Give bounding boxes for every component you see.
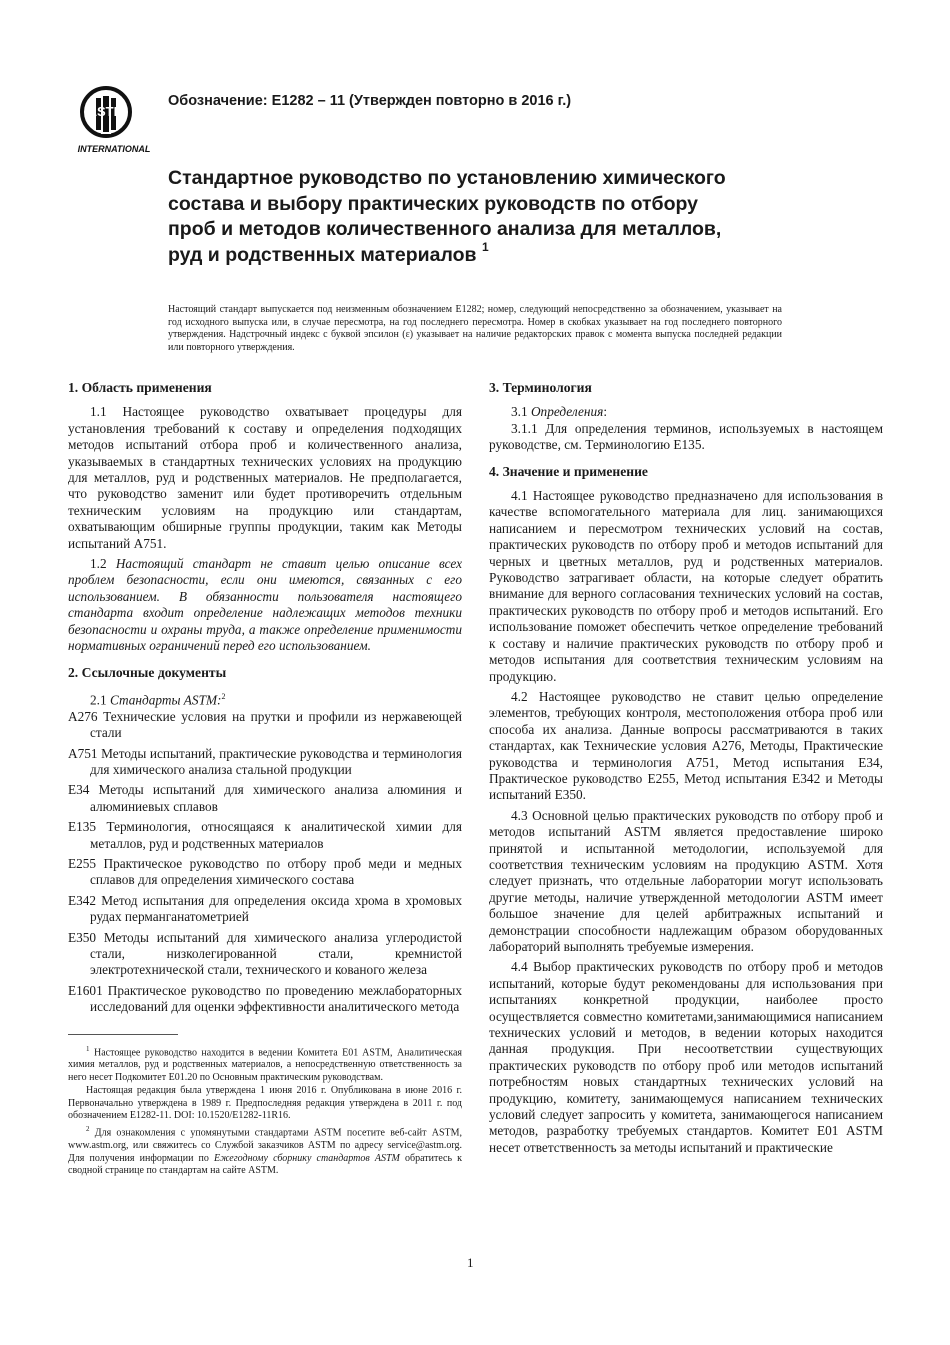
footnote-mark: 2 bbox=[221, 691, 226, 701]
reference-item: E34 Методы испытаний для химического анализа алюминия и алюминиевых сплавов bbox=[68, 782, 462, 814]
footnote-text: Для ознакомления с упомянутыми стандартами ASTM посетите веб-сайт ASTM, www.astm.org, или свяжитесь со Службой заказчиков ASTM по адресу service@astm.org. Для получения информации по bbox=[68, 1127, 463, 1164]
paragraph-4-4: 4.4 Выбор практических руководств по отбору проб и методов испытаний, которые будут рекомендованы для использования при испытаниях конкретной продукции, наиболее просто осуществляется совместно комитетами,занимающимися написанием технических условий и методов, в ведении которых находится данная продукция. При несоответствии существующих практических руководств по отбору проб или методов испытаний потребностям новых стандартных технических условий на продукцию, комитету, занимающемуся написанием технических условий следует запросить у комитета, занимающегося написанием методов, разработку требуемых стандартов. Комитет E01 ASTM несет ответственность за методы испытаний и практические bbox=[489, 959, 883, 1155]
paragraph-number: 1.2 bbox=[90, 556, 107, 572]
paragraph-1-1: 1.1 Настоящее руководство охватывает процедуры для установления требований к составу и определения подходящих методов испытаний отбора проб и количественного анализа, указываемых в стандартных технических условиях на продукцию для металлов, руд и родственных материалов. Не предполагается, что руководство заменит или будет противоречить отдельным техническим условиям на продукцию или стандартам, охватывающим обширные группы продукции, таким как Методы испытаний A751. bbox=[68, 404, 462, 551]
reference-item: E255 Практическое руководство по отбору проб меди и медных сплавов для определения химического состава bbox=[68, 855, 462, 888]
document-title bbox=[168, 166, 728, 268]
section-heading-references: 2. Ссылочные документы bbox=[68, 664, 227, 680]
reference-item: E350 Методы испытаний для химического анализа углеродистой стали, низколегированной стали, кремнистой электротехнической стали, технического и кованого железа bbox=[68, 929, 462, 978]
footnotes bbox=[68, 1043, 462, 1178]
title-text: Стандартное руководство по установлению химического состава и выбору практических руководств по отбору проб и методов количественного анализа для металлов, руд и родственных материалов bbox=[168, 167, 726, 266]
title-footnote-mark: 1 bbox=[481, 240, 489, 254]
reference-item: A751 Методы испытаний, практические руководства и терминология для химического анализа стальной продукции bbox=[68, 745, 462, 777]
reference-item: E1601 Практическое руководство по проведению межлабораторных исследований для оценки эффективности аналитического метода bbox=[68, 982, 462, 1015]
safety-statement: Настоящий стандарт не ставит целью описание всех проблем безопасности, если они имеются, связанных с его использованием. В обязанности пользователя настоящего стандарта входит определение надлежащих методов техники безопасности и охраны труда, а также определение применимости нормативных ограничений перед его использованием. bbox=[68, 556, 462, 654]
footnote-2 bbox=[68, 1123, 462, 1177]
paragraph-4-2: 4.2 Настоящее руководство не ставит целью определение элементов, требующих контроля, местоположения отбора проб или способа их анализа. Данные вопросы рассматриваются в таких стандартах, как Технические условия A276, Методы, Практические руководства и терминология A751, Метод испытания E34, Практическое руководство E255, Метод испытания E342 и Методы испытаний E350. bbox=[489, 688, 883, 803]
paragraph-2-1 bbox=[68, 689, 462, 709]
footnote-1-approval: Настоящая редакция была утверждена 1 июня 2016 г. Опубликована в июне 2016 г. Первоначально утверждена в 1989 г. Предпоследняя редакция утверждена в 2011 г. под обозначением E1282-11. DOI: 10.1520/E1282-11R16. bbox=[68, 1085, 462, 1121]
paragraph-3-1 bbox=[489, 404, 883, 420]
issuance-note: Настоящий стандарт выпускается под неизменным обозначением E1282; номер, следующий непосредственно за обозначением, указывает на год исходного выпуска или, в случае пересмотра, на год последнего пересмотра. Номер в скобках указывает на год последнего повторного утверждения. Надстрочный индекс с буквой эпсилон (ε) указывает на наличие редакторских правок с момента выпуска последней редакции или повторного утверждения. bbox=[168, 304, 782, 353]
footnote-mark: 1 bbox=[86, 1044, 90, 1053]
footnote-text: Настоящее руководство находится в ведении Комитета E01 ASTM, Аналитическая химия металлов, руд и родственных материалов, а непосредственную ответственность за него несет Подкомитет E01.20 по Основным практическим руководствам. bbox=[68, 1046, 463, 1083]
footnote-mark: 2 bbox=[86, 1125, 90, 1134]
paragraph-4-1: 4.1 Настоящее руководство предназначено для использования в качестве вспомогательного материала для лиц. занимающихся написанием и пересмотром технических условий на состав, практических руководств по отбору проб и методов испытаний для черных и цветных металлов, руд и родственных материалов. Руководство затрагивает области, на которые следует обратить внимание для верного согласования технических условий на состав, практических руководств по отбору проб и методов испытаний. Его использование поможет обеспечить четкое определение требований к составу и наличие практических руководств по отбору проб и методов испытания для соответствия техническим условиям на продукцию. bbox=[489, 488, 883, 684]
paragraph-number: 3.1 bbox=[511, 404, 528, 420]
right-column bbox=[489, 380, 883, 1160]
paragraph-1-2 bbox=[68, 556, 462, 654]
definitions-label: Определения bbox=[530, 404, 604, 420]
astm-logo bbox=[74, 84, 158, 158]
logo-text: ASTM bbox=[87, 104, 125, 119]
annual-book-title: Ежегодному сборнику стандартов ASTM bbox=[214, 1152, 400, 1164]
left-column bbox=[68, 380, 462, 1178]
reference-list bbox=[68, 709, 462, 1016]
standard-designation: Обозначение: E1282 – 11 (Утвержден повторно в 2016 г.) bbox=[168, 93, 572, 109]
footnote-text: обратитесь к сводной странице по стандартам на сайте ASTM. bbox=[68, 1152, 463, 1176]
section-heading-scope: 1. Область применения bbox=[68, 380, 212, 395]
section-heading-terminology: 3. Терминология bbox=[489, 380, 592, 395]
logo-subtext: INTERNATIONAL bbox=[77, 144, 151, 154]
paragraph-3-1-1: 3.1.1 Для определения терминов, используемых в настоящем руководстве, см. Терминологию E135. bbox=[489, 420, 883, 453]
paragraph-number: 2.1 bbox=[90, 692, 107, 708]
reference-item: E135 Терминология, относящаяся к аналитической химии для металлов, руд и родственных материалов bbox=[68, 819, 462, 851]
reference-item: A276 Технические условия на прутки и профили из нержавеющей стали bbox=[68, 708, 462, 741]
definitions-colon: : bbox=[603, 404, 608, 420]
footnote-divider bbox=[68, 1034, 178, 1035]
page-number: 1 bbox=[467, 1255, 474, 1270]
section-heading-significance: 4. Значение и применение bbox=[489, 463, 648, 479]
astm-standards-label: Стандарты ASTM: bbox=[109, 692, 222, 708]
reference-item: E342 Метод испытания для определения оксида хрома в хромовых рудах перманганатометрией bbox=[68, 892, 462, 925]
paragraph-4-3: 4.3 Основной целью практических руководств по отбору проб и методов испытаний ASTM является предоставление широко принятой и испытанной методологии, используемой для соответствия техническим условиям на продукцию ASTM. Хотя следует признать, что отдельные лаборатории могут использовать другие методы, наличие утвержденной методологии ASTM имеет большое значение для целей арбитражных испытаний и демонстрации способности надлежащим образом оборудованных лабораторий выполнять требуемые измерения. bbox=[489, 807, 883, 954]
footnote-1 bbox=[68, 1043, 462, 1085]
